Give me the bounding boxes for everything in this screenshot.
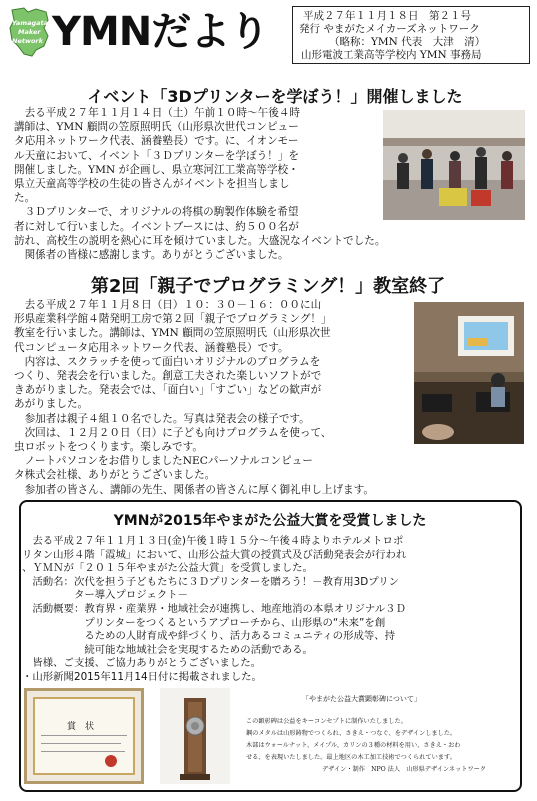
monument-note: [240, 690, 516, 786]
newsletter-title: YMNだより: [52, 9, 269, 55]
certificate-label: 賞 状: [67, 722, 95, 732]
publisher: 発行 やまがたメイカーズネットワーク: [299, 23, 480, 35]
certificate-photo: [24, 688, 144, 784]
logo-text: Yamagata Maker Network: [12, 19, 49, 45]
article1-body: 去る平成２７年１１月１４日（土）午前１０時～午後４時 講師は、YMN 顧問の笠原照明氏（山形県次世代コンピュー タ応用ネットワーク代表、涵養塾長）です。に、イオンモー ル天童において、イベント「３Ｄプリンターを学ぼう！」を 開催しました。YMN が企画し、県立寒河江工業高等学校・ 県立天童高等学校の生徒の皆さんがイベントを担当しまし た。 ３Ｄプリンターで、オリジナルの将棋の駒製作体験を希望 者に対して行いました。イベントブースには、約５００名が 訪れ、高校生の説明を熱心に耳を傾けていました。大盛況なイベントでした。 関係者の皆様に感謝します。ありがとうございました。: [14, 107, 386, 262]
article3-heading: YMNが2015年やまがた公益大賞を受賞しました: [113, 513, 427, 529]
office: 山形電波工業高等学校内 YMN 事務局: [301, 49, 482, 61]
event-photo: [383, 110, 525, 220]
article2-heading: 第2回「親子でプログラミング！」教室終了: [90, 276, 446, 297]
trophy-photo: [160, 688, 230, 784]
article2-body: 去る平成２７年１１月８日（日）１０：３０－１６：００に山 形県産業科学館４階発明工房で第２回「親子でプログラミング！」 教室を行いました。講師は、YMN 顧問の笠原照明氏（山形県次世 代コンピュータ応用ネットワーク代表、涵養塾長）です。 内容は、スクラッチを使って面白いオリジナルのプログラムを つくり、発表会を行いました。創意工夫された楽しいソフトがで きあがりました。発表会では、「面白い」「すごい」などの歓声が あがりました。 参加者は親子４組１０名でした。写真は発表会の様子です。 次回は、１２月２０日（日）に子ども向けプログラムを使って、 虫ロボットをつくります。楽しみです。 ノートパソコンをお借りしましたNECパーソナルコンピュー タ株式会社様、ありがとうございました。 参加者の皆さん、講師の先生、関係者の皆さんに厚く御礼申し上げます。: [14, 299, 374, 496]
issue-info-box: [292, 6, 530, 64]
issue-date: 平成２７年１１月１８日 第２１号: [303, 10, 471, 22]
note-body: この顕彰碑は公益をキーコンセプトに制作いたしました。 鋼のメタルは山形鋳物でつくられ、さきえ・つなぐ、をデザインしました。 木部はウォールナット、メイプル、カリンの３種の材料を用い、さきえ・おわ せる、を表現いたしました。最上地区の木工加工技術でつくられています。 デザイン・制作 NPO 法人 山形県デザインネットワーク: [246, 718, 487, 773]
article1-heading: イベント「3Dプリンターを学ぼう！」開催しました: [87, 87, 463, 106]
workshop-photo: [414, 302, 524, 444]
ymn-logo: [6, 6, 52, 58]
note-title: 「やまがた公益大賞顕彰碑について」: [302, 695, 421, 703]
representative: （略称：YMN 代表 大津 清）: [329, 36, 486, 48]
article3-body: 去る平成２７年１１月１３日(金)午後１時１５分～午後４時よりホテルメトロポ リタン山形４階「霞城」において、山形公益大賞の授賞式及び活動発表会が行われ 、ＹＭＮが「２０１５年やまがた公益大賞」を受賞しました。 活動名：次代を担う子どもたちに３Ｄプリンターを贈ろう！－教育用3Dプリン ター導入プロジェクト－ 活動概要：教育界・産業界・地域社会が連携し、地産地消の本県オリジナル３Ｄ プリンターをつくるというアプローチから、山形県の“未来”を創 るための人財育成や絆づくり、活力あるコミュニティの形成等、持 続可能な地域社会を実現するための活動である。 皆様、ご支援、ご協力ありがとうございました。 ・山形新聞2015年11月14日付に掲載されました。: [22, 535, 407, 683]
